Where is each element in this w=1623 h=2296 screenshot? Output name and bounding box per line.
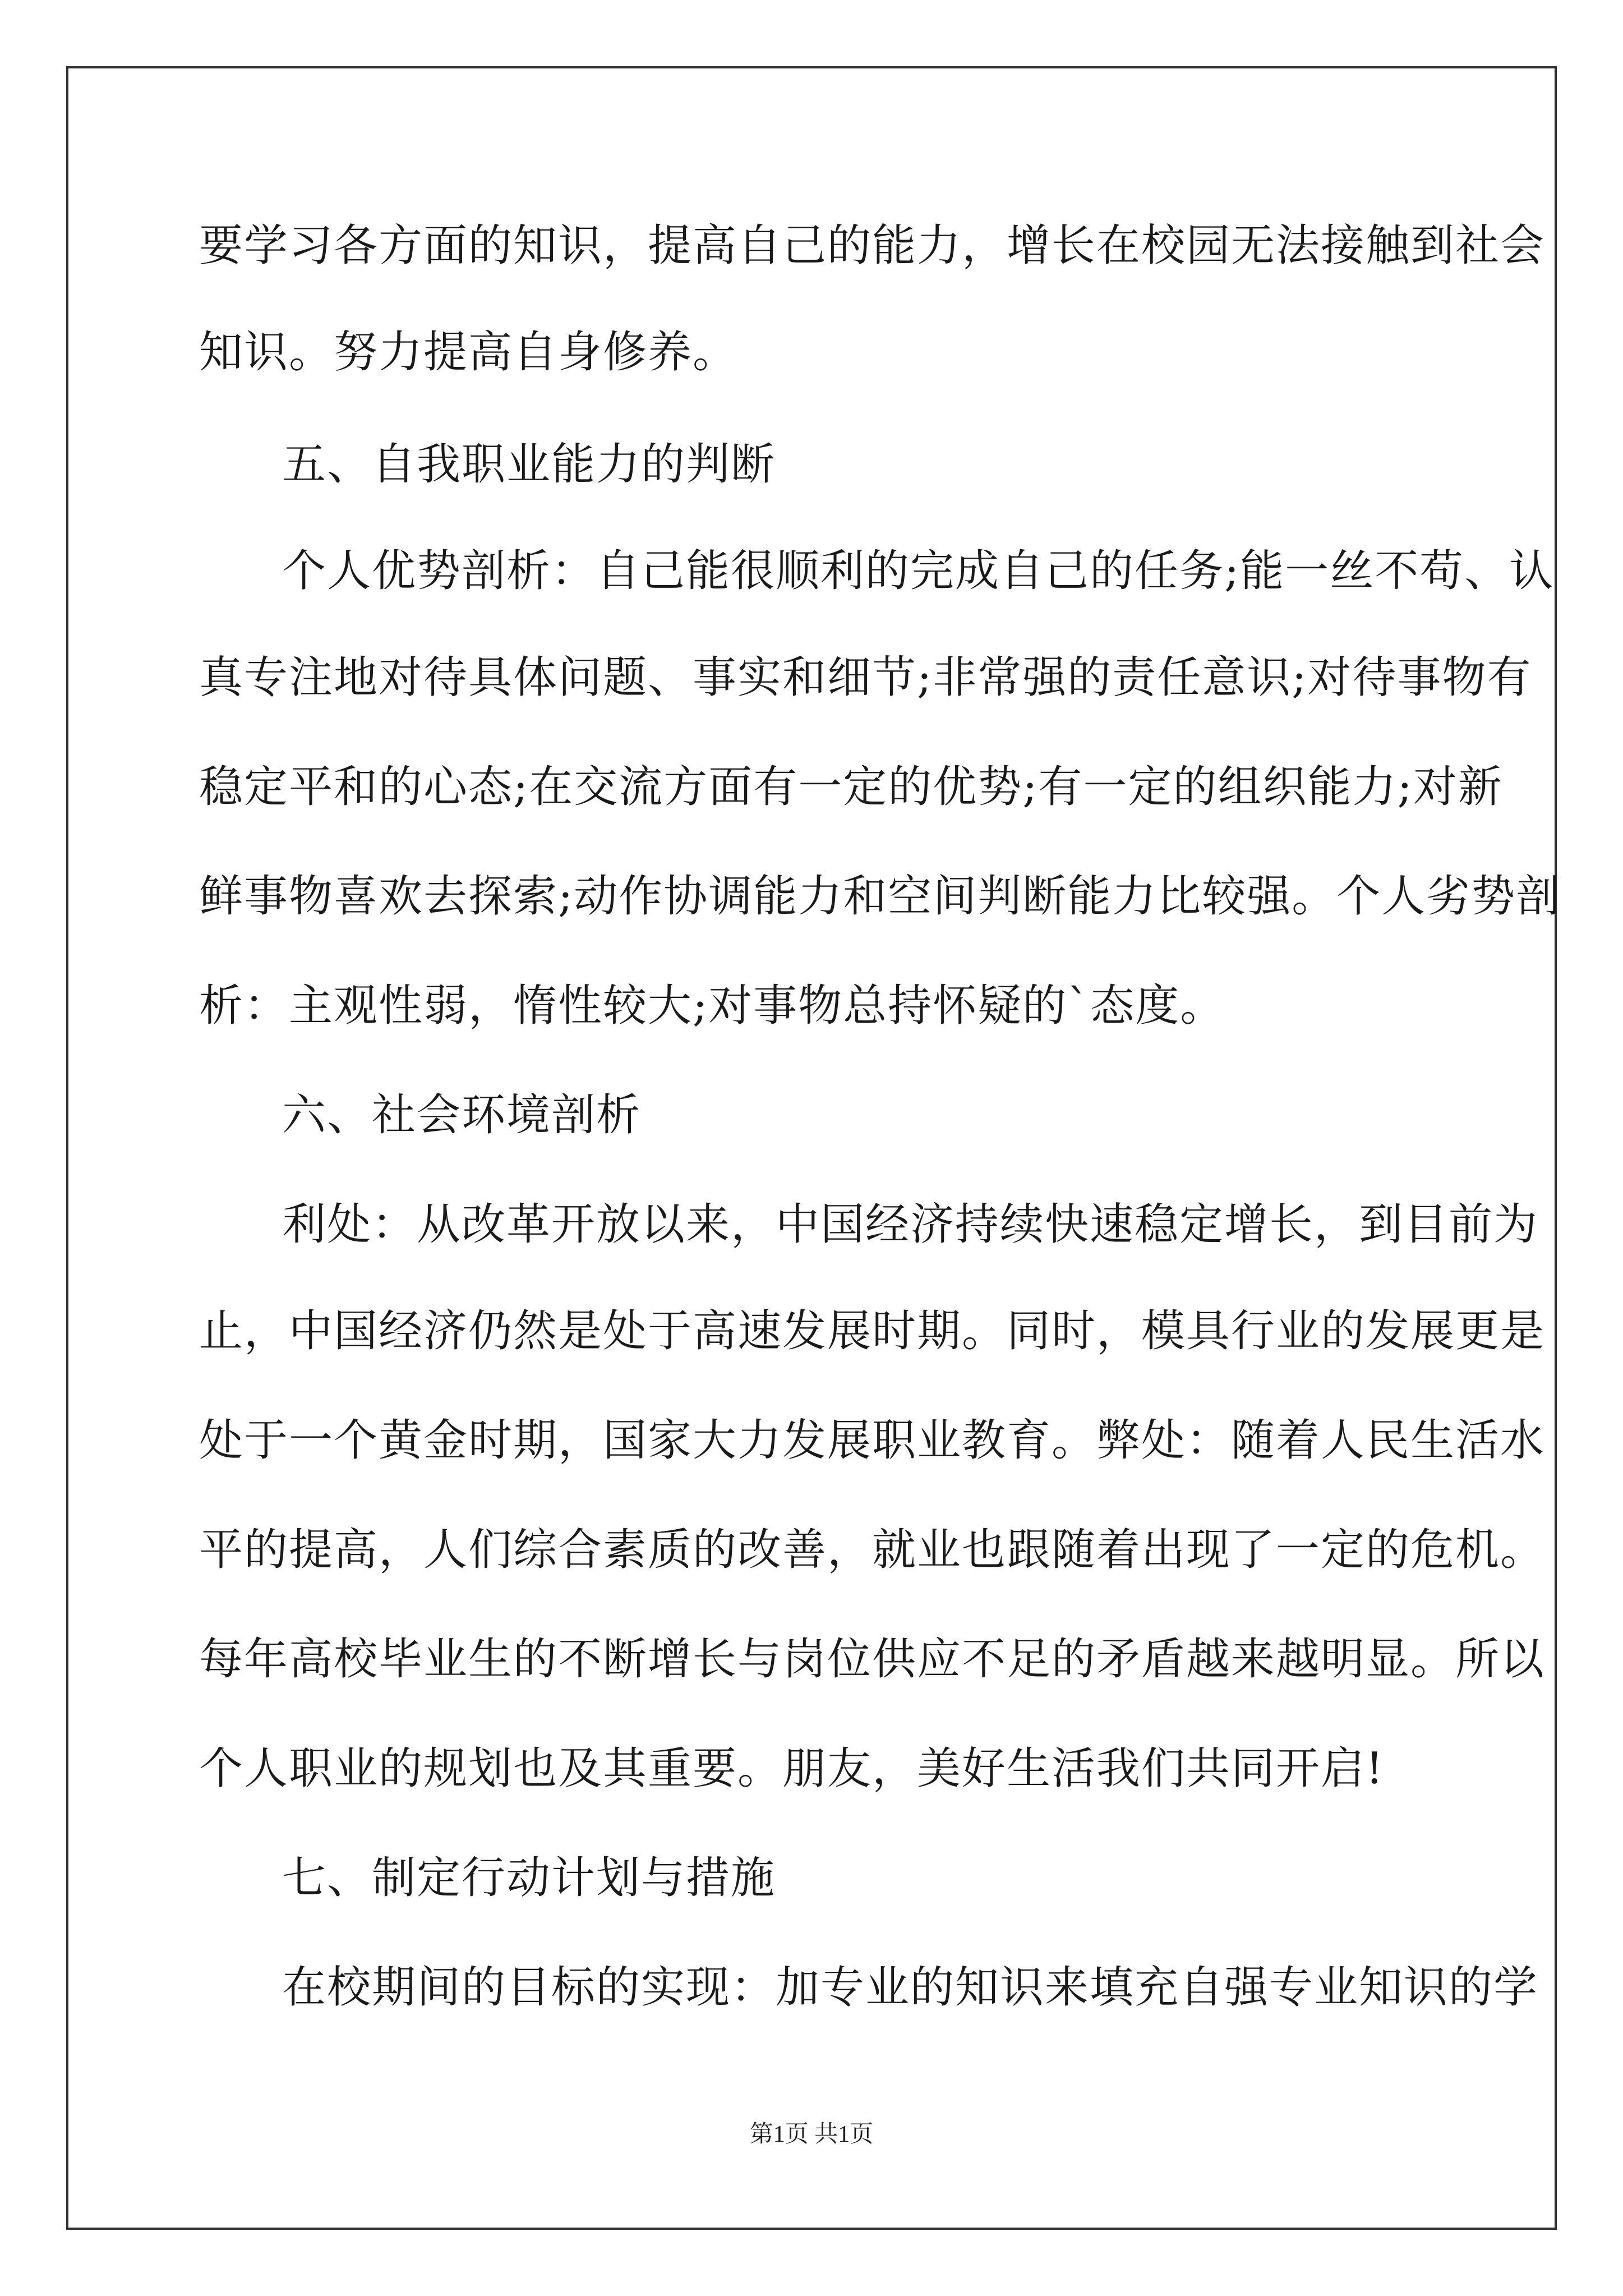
- text-line: 利处：从改革开放以来，中国经济持续快速稳定增长，到目前为: [282, 1199, 1539, 1250]
- page-footer: 第1页 共1页: [749, 2122, 874, 2147]
- text-line: 要学习各方面的知识，提高自己的能力，增长在校园无法接触到社会: [199, 220, 1546, 271]
- text-line: 稳定平和的心态;在交流方面有一定的优势;有一定的组织能力;对新: [199, 762, 1503, 812]
- text-line: 个人优势剖析：自己能很顺利的完成自己的任务;能一丝不苟、认: [282, 546, 1555, 596]
- text-line: 处于一个黄金时期，国家大力发展职业教育。弊处：随着人民生活水: [199, 1415, 1546, 1466]
- text-line: 平的提高，人们综合素质的改善，就业也跟随着出现了一定的危机。: [199, 1525, 1546, 1575]
- text-line: 真专注地对待具体问题、事实和细节;非常强的责任意识;对待事物有: [199, 652, 1532, 703]
- text-line: 每年高校毕业生的不断增长与岗位供应不足的矛盾越来越明显。所以: [199, 1634, 1546, 1685]
- text-line: 知识。努力提高自身修养。: [199, 327, 738, 378]
- text-line: 鲜事物喜欢去探索;动作协调能力和空间判断能力比较强。个人劣势剖: [199, 871, 1561, 922]
- section-heading-5: 五、自我职业能力的判断: [282, 439, 776, 490]
- text-line: 个人职业的规划也及其重要。朋友，美好生活我们共同开启!: [199, 1743, 1385, 1794]
- text-line: 止，中国经济仍然是处于高速发展时期。同时，模具行业的发展更是: [199, 1306, 1546, 1356]
- section-heading-6: 六、社会环境剖析: [282, 1090, 642, 1140]
- section-heading-7: 七、制定行动计划与措施: [282, 1853, 776, 1903]
- text-line: 析：主观性弱，惰性较大;对事物总持怀疑的`态度。: [199, 981, 1225, 1031]
- text-line: 在校期间的目标的实现：加专业的知识来填充自强专业知识的学: [282, 1962, 1539, 2013]
- page-frame: [66, 66, 1557, 2230]
